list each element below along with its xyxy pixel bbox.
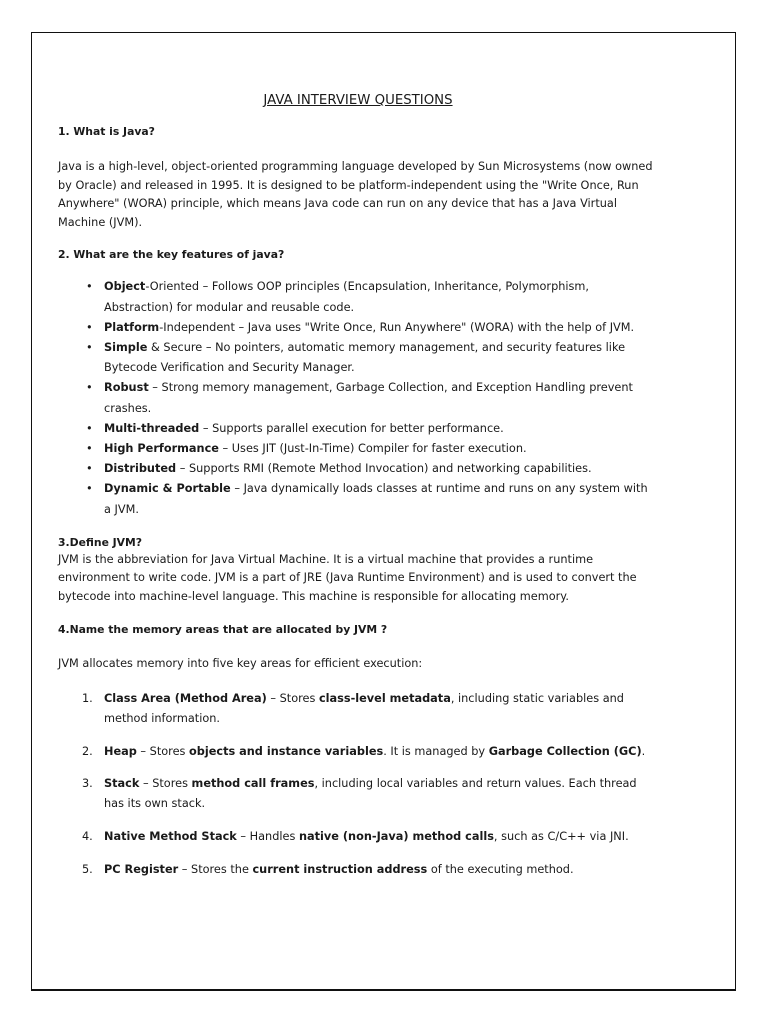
- bold-text: PC Register: [104, 862, 179, 876]
- bold-text: Stack: [104, 777, 140, 791]
- feature-description: – Uses JIT (Just-In-Time) Compiler for faster execution.: [218, 442, 527, 455]
- feature-name: Object: [104, 280, 146, 294]
- feature-item: [58, 378, 658, 418]
- feature-item: [58, 318, 658, 338]
- feature-item: [58, 419, 658, 439]
- feature-name: Platform: [104, 320, 160, 334]
- memory-area-item: [58, 774, 658, 813]
- features-list: [58, 277, 658, 519]
- memory-area-item: [58, 827, 658, 846]
- bold-text: native (non-Java) method calls: [298, 829, 494, 843]
- text: – Handles: [236, 829, 299, 843]
- bullet-icon: •: [86, 381, 93, 395]
- text: , including local variables and return values. Each thread has its own stack.: [104, 777, 637, 810]
- list-number: 3.: [82, 777, 93, 791]
- question-3-heading: 3.Define JVM?: [58, 535, 143, 549]
- bold-text: method call frames: [191, 777, 315, 791]
- text: – Stores: [266, 692, 319, 706]
- feature-name: Dynamic & Portable: [104, 482, 231, 496]
- bullet-icon: •: [86, 482, 93, 496]
- list-number: 5.: [82, 862, 93, 876]
- list-number: 1.: [82, 692, 93, 706]
- text: .: [641, 744, 646, 758]
- bullet-icon: •: [86, 462, 93, 476]
- bold-text: Garbage Collection (GC): [488, 744, 642, 758]
- memory-areas-list: [58, 689, 658, 879]
- bullet-icon: •: [86, 320, 93, 334]
- text: , such as C/C++ via JNI.: [493, 829, 629, 843]
- list-number: 4.: [82, 829, 93, 843]
- bold-text: current instruction address: [252, 862, 428, 876]
- question-4-heading: 4.Name the memory areas that are allocated by JVM ?: [58, 622, 388, 636]
- feature-item: [58, 338, 658, 378]
- feature-item: [58, 439, 658, 459]
- feature-item: [58, 479, 658, 519]
- question-1-answer: Java is a high-level, object-oriented programming language developed by Sun Microsystems (now owned by Oracle) and released in 1995. It is designed to be platform-independent using the "Write Once, Run Anywhere" (WORA) principle, which means Java code can run on any device that has a Java Virtual Machine (JVM).: [58, 160, 653, 229]
- question-2-heading: 2. What are the key features of java?: [58, 248, 285, 262]
- text: – Stores the: [178, 862, 253, 876]
- feature-description: – Strong memory management, Garbage Collection, and Exception Handling prevent crashes.: [104, 381, 633, 415]
- text: of the executing method.: [427, 862, 574, 876]
- feature-description: – Supports parallel execution for better performance.: [199, 421, 504, 435]
- feature-name: High Performance: [104, 442, 219, 455]
- question-3-answer: JVM is the abbreviation for Java Virtual Machine. It is a virtual machine that provides a runtime environment to write code. JVM is a part of JRE (Java Runtime Environment) and is used to convert the bytecode into machine-level language. This machine is responsible for allocating memory.: [58, 552, 637, 603]
- question-4-intro: JVM allocates memory into five key areas for efficient execution:: [58, 656, 423, 670]
- document-content: [58, 62, 658, 879]
- text: – Stores: [139, 777, 192, 791]
- feature-item: [58, 277, 658, 317]
- memory-area-item: [58, 742, 658, 761]
- bullet-icon: •: [86, 442, 93, 455]
- bold-text: class-level metadata: [318, 692, 451, 706]
- list-number: 2.: [82, 744, 93, 758]
- feature-name: Simple: [104, 340, 148, 354]
- feature-description: – Supports RMI (Remote Method Invocation) and networking capabilities.: [176, 462, 592, 476]
- feature-name: Multi-threaded: [104, 421, 200, 435]
- text: . It is managed by: [383, 744, 489, 758]
- bullet-icon: •: [86, 340, 93, 354]
- memory-area-item: [58, 860, 658, 879]
- bold-text: Class Area (Method Area): [104, 692, 267, 706]
- question-1-heading: 1. What is Java?: [58, 125, 155, 138]
- bullet-icon: •: [86, 421, 93, 435]
- bold-text: Native Method Stack: [104, 829, 237, 843]
- feature-description: – Java dynamically loads classes at runtime and runs on any system with a JVM.: [104, 482, 648, 516]
- feature-name: Robust: [104, 381, 149, 395]
- feature-item: [58, 459, 658, 479]
- feature-description: & Secure – No pointers, automatic memory management, and security features like Bytecode Verification and Security Manager.: [104, 340, 626, 375]
- feature-name: Distributed: [104, 462, 177, 476]
- memory-area-item: [58, 689, 658, 728]
- bold-text: objects and instance variables: [189, 744, 384, 758]
- feature-description: -Oriented – Follows OOP principles (Encapsulation, Inheritance, Polymorphism, Abstraction) for modular and reusable code.: [104, 280, 590, 314]
- text: – Stores: [136, 744, 189, 758]
- feature-description: -Independent – Java uses "Write Once, Run Anywhere" (WORA) with the help of JVM.: [159, 320, 635, 334]
- bullet-icon: •: [86, 280, 93, 294]
- document-title: JAVA INTERVIEW QUESTIONS: [263, 93, 453, 108]
- text: , including static variables and method information.: [104, 692, 624, 725]
- bold-text: Heap: [104, 744, 137, 758]
